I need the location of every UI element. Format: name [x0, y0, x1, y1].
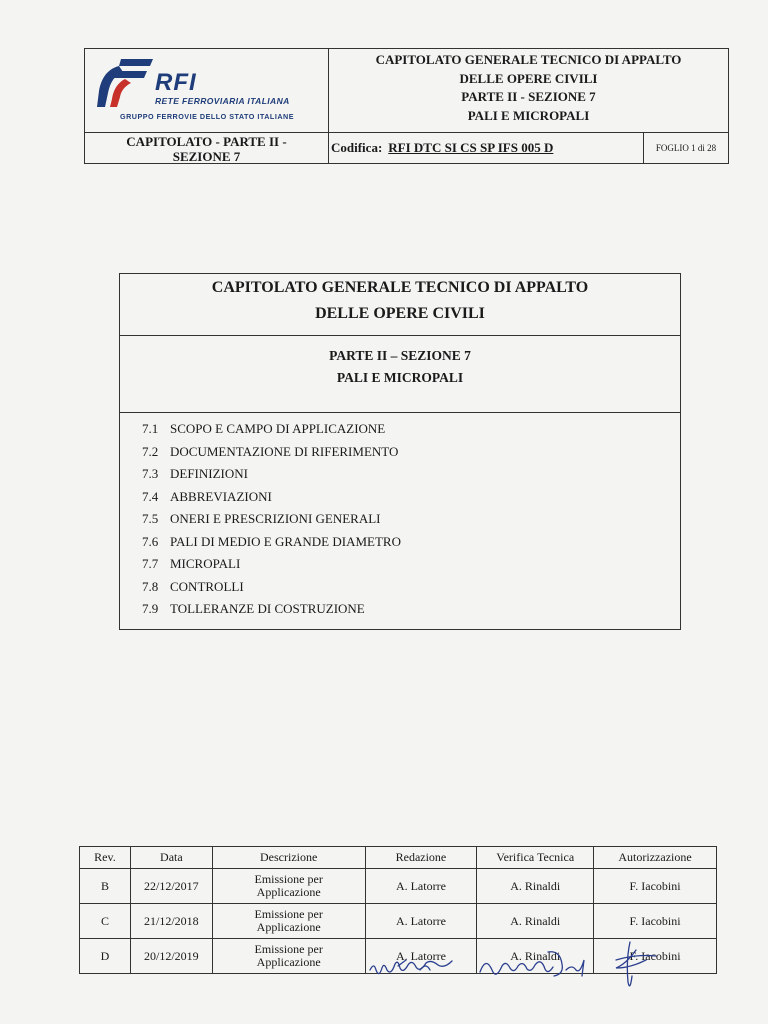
- redazione-cell: A. Latorre: [365, 939, 477, 974]
- toc-number: 7.4: [142, 488, 159, 504]
- section-title: [120, 336, 680, 413]
- description-line: Applicazione: [256, 885, 321, 899]
- toc-label: CONTROLLI: [170, 578, 244, 594]
- date-cell: 22/12/2017: [130, 869, 212, 904]
- header-title-line: DELLE OPERE CIVILI: [459, 70, 598, 86]
- toc-item: [142, 598, 401, 621]
- redazione-cell: A. Latorre: [365, 869, 477, 904]
- description-line: Applicazione: [256, 955, 321, 969]
- chapter-line: CAPITOLATO - PARTE II -: [126, 134, 287, 149]
- column-header: Descrizione: [212, 847, 365, 869]
- toc-number: 7.9: [142, 601, 159, 616]
- toc-item: [142, 508, 401, 531]
- code-label: Codifica:: [331, 140, 383, 155]
- autorizzazione-cell: F. Iacobini: [594, 939, 717, 974]
- table-of-contents: [142, 418, 401, 621]
- toc-number: 7.8: [142, 578, 159, 594]
- rev-cell: D: [80, 939, 131, 974]
- chapter-cell: [85, 133, 329, 163]
- revision-header-row: [80, 847, 717, 869]
- column-header: Rev.: [80, 847, 131, 869]
- table-row: [80, 939, 717, 974]
- description-cell: [212, 869, 365, 904]
- rev-cell: B: [80, 869, 131, 904]
- toc-label: TOLLERANZE DI COSTRUZIONE: [170, 601, 365, 616]
- date-cell: 21/12/2018: [130, 904, 212, 939]
- header-title-line: PARTE II - SEZIONE 7: [461, 89, 596, 104]
- toc-label: DEFINIZIONI: [170, 466, 248, 481]
- toc-number: 7.2: [142, 443, 159, 459]
- logo-subtitle: RETE FERROVIARIA ITALIANA: [155, 96, 290, 106]
- toc-label: ABBREVIAZIONI: [170, 488, 272, 504]
- sheet-number: FOGLIO 1 di 28: [655, 143, 717, 153]
- column-header: Redazione: [365, 847, 477, 869]
- toc-item: [142, 486, 401, 509]
- column-header: Verifica Tecnica: [477, 847, 594, 869]
- toc-item: [142, 463, 401, 486]
- date-cell: 20/12/2019: [130, 939, 212, 974]
- redazione-cell: A. Latorre: [365, 904, 477, 939]
- verifica-cell: A. Rinaldi: [477, 904, 594, 939]
- toc-label: PALI DI MEDIO E GRANDE DIAMETRO: [170, 533, 401, 549]
- toc-label: DOCUMENTAZIONE DI RIFERIMENTO: [170, 443, 399, 459]
- description-cell: [212, 939, 365, 974]
- header-title-line: PALI E MICROPALI: [467, 107, 590, 123]
- toc-number: 7.5: [142, 511, 159, 526]
- header-title: [329, 49, 728, 133]
- autorizzazione-cell: F. Iacobini: [594, 904, 717, 939]
- toc-number: 7.6: [142, 533, 159, 549]
- logo-cell: [85, 49, 329, 133]
- logo-group-name: GRUPPO FERROVIE DELLO STATO ITALIANE: [120, 112, 294, 121]
- rev-cell: C: [80, 904, 131, 939]
- main-title-line: DELLE OPERE CIVILI: [315, 305, 485, 322]
- toc-item: [142, 576, 401, 599]
- verifica-cell: A. Rinaldi: [477, 869, 594, 904]
- section-part: PARTE II – SEZIONE 7: [329, 348, 471, 363]
- autorizzazione-cell: F. Iacobini: [594, 869, 717, 904]
- description-line: Applicazione: [256, 920, 321, 934]
- column-header: Autorizzazione: [594, 847, 717, 869]
- code-value: RFI DTC SI CS SP IFS 005 D: [388, 140, 554, 155]
- chapter-line: SEZIONE 7: [172, 149, 241, 164]
- main-title-line: CAPITOLATO GENERALE TECNICO DI APPALTO: [211, 279, 589, 296]
- toc-item: [142, 531, 401, 554]
- toc-item: [142, 553, 401, 576]
- toc-item: [142, 418, 401, 441]
- toc-number: 7.1: [142, 421, 159, 436]
- rfi-logo-icon: [95, 55, 157, 111]
- revision-table: [79, 846, 717, 974]
- toc-item: [142, 441, 401, 464]
- section-subject: PALI E MICROPALI: [336, 370, 464, 385]
- column-header: Data: [130, 847, 212, 869]
- table-row: [80, 869, 717, 904]
- main-title: [120, 274, 680, 336]
- logo-brand: RFI: [155, 69, 197, 96]
- description-cell: [212, 904, 365, 939]
- document-header: [84, 48, 729, 164]
- verifica-cell: A. Rinaldi: [477, 939, 594, 974]
- main-box: [119, 273, 681, 630]
- table-row: [80, 904, 717, 939]
- header-title-line: CAPITOLATO GENERALE TECNICO DI APPALTO: [375, 52, 682, 67]
- toc-label: SCOPO E CAMPO DI APPLICAZIONE: [170, 421, 386, 436]
- toc-label: MICROPALI: [170, 556, 241, 571]
- toc-number: 7.7: [142, 556, 159, 571]
- description-line: Emissione per: [254, 907, 323, 921]
- toc-label: ONERI E PRESCRIZIONI GENERALI: [170, 511, 381, 526]
- description-line: Emissione per: [254, 942, 323, 956]
- code-cell: [329, 133, 644, 163]
- description-line: Emissione per: [254, 872, 323, 886]
- toc-number: 7.3: [142, 466, 159, 481]
